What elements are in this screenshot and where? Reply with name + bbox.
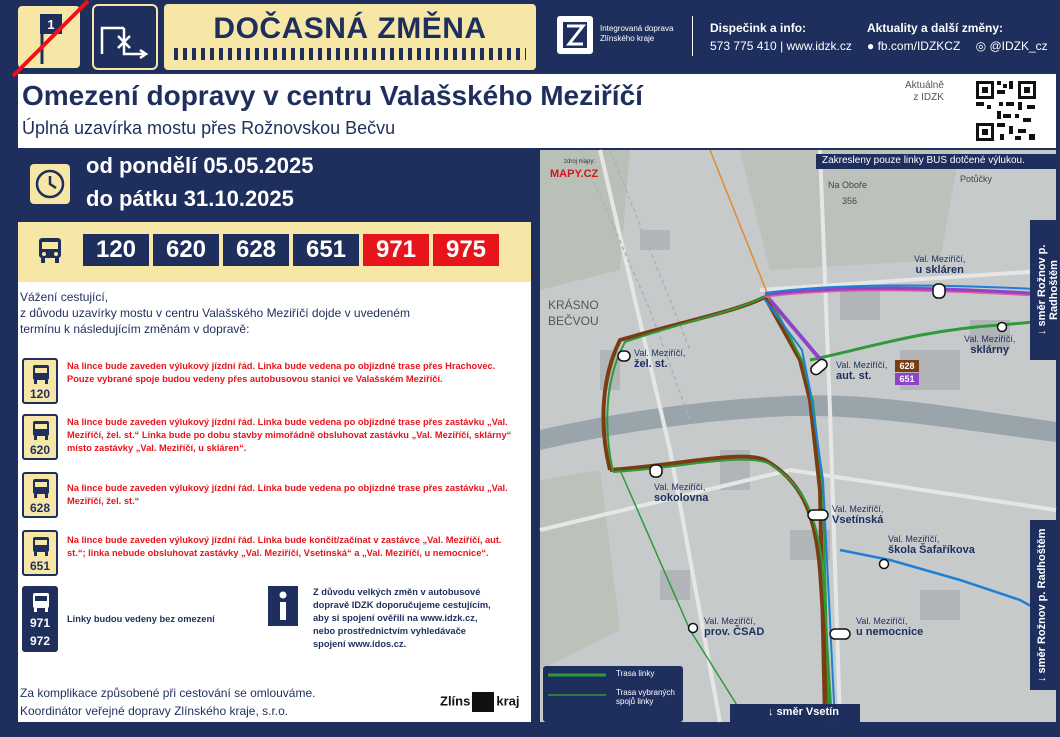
stop-prefix: Val. Meziříčí,	[836, 360, 888, 370]
stop-skola-safarikova	[888, 534, 975, 556]
stop-name: u nemocnice	[856, 626, 924, 638]
stop-prefix: Val. Meziříčí,	[856, 616, 908, 626]
legend-selected-line2: spojů linky	[616, 697, 654, 706]
stop-sokolovna	[654, 482, 708, 504]
place-356: 356	[842, 196, 858, 206]
dispatch-block	[710, 20, 852, 54]
line-628-icon	[22, 472, 58, 518]
line-972-number: 972	[29, 634, 51, 648]
bus-icon	[36, 236, 64, 266]
dispatch-info: 573 775 410 | www.idzk.cz	[710, 39, 852, 53]
info-line5[interactable]: spojení www.idos.cz.	[313, 639, 407, 649]
route-map[interactable]	[540, 150, 1060, 722]
clock-icon	[30, 164, 70, 204]
map-source-label: zdroj mapy:	[564, 159, 596, 165]
map-canvas	[540, 150, 1056, 722]
line-651-icon	[22, 530, 58, 576]
banner-title: DOČASNÁ ZMĚNA	[213, 12, 487, 45]
stop-name: prov. ČSAD	[704, 626, 765, 638]
info-line4: nebo prostřednictvím vyhledávače	[313, 626, 466, 636]
footer-apology: Za komplikace způsobené při cestování se omlouváme.	[20, 686, 316, 700]
stop-name: Vsetínská	[832, 514, 884, 526]
line-651-number: 651	[29, 559, 51, 573]
line-628-number: 628	[29, 501, 51, 515]
stop-prefix: Val. Meziříčí,	[888, 534, 940, 544]
line-badge-971: 971	[363, 234, 429, 266]
change-note-620: Na lince bude zaveden výlukový jízdní řád. Linka bude vedena po objízdné trase přes zastávku „Val. Meziříčí, žel. st.“ Linka bude po dobu stavby mimořádně obsluhovat zastávku „Val. Meziříčí, sklárny“ místo zastávky „Val. Meziříčí, u skláren“.	[67, 417, 512, 453]
info-line2: dopravě IDZK doporučujeme cestujícím,	[313, 600, 491, 610]
line-120-icon	[22, 358, 58, 404]
news-heading: Aktuality a další změny:	[867, 21, 1004, 35]
page-title: Omezení dopravy v centru Valašského Meziříčí	[22, 80, 643, 111]
facebook-link[interactable]: fb.com/IDZKCZ	[877, 39, 961, 53]
stop-u-nemocnice	[856, 616, 923, 638]
zlin-region-logo	[440, 692, 519, 716]
valid-to: do pátku 31.10.2025	[86, 186, 294, 211]
stop-name: u skláren	[915, 264, 964, 276]
qr-code-icon[interactable]	[973, 78, 1039, 144]
stop-sklárny	[964, 334, 1015, 356]
news-block	[867, 20, 1048, 54]
logo-mark-icon	[472, 692, 494, 712]
stop-prov-csad	[704, 616, 764, 638]
stop-vsetinska	[832, 504, 883, 526]
organization-name	[600, 24, 673, 44]
change-note-651: Na lince bude zaveden výlukový jízdní řád. Linka bude končit/začínat v zastávce „Val. Meziříčí, aut. st.“; linka nebude obsluhovat zastávky „Val. Meziříčí, Vsetínská“ a „Val. Meziříčí, u nemocnice“.	[67, 535, 502, 558]
direction-vsetin: ↓ směr Vsetín	[768, 706, 839, 718]
org-name-line2: Zlínského kraje	[600, 34, 655, 43]
intro-greeting: Vážení cestující,	[20, 290, 109, 304]
stop-u-skláren	[914, 254, 965, 276]
direction-roznov-bottom: ↓ směr Rožnov p. Radhoštěm	[1036, 528, 1048, 682]
svg-text:1: 1	[47, 17, 55, 32]
stop-prefix: Val. Meziříčí,	[832, 504, 884, 514]
intro-line1: z důvodu uzavírky mostu v centru Valašského Meziříčí dojde v uvedeném	[20, 306, 410, 320]
change-note-971: Linky budou vedeny bez omezení	[67, 614, 215, 624]
legend-selected-line1: Trasa vybraných	[616, 688, 675, 697]
change-note-628: Na lince bude zaveden výlukový jízdní řád. Linka bude vedena po objízdné trase přes zastávku „Val. Meziříčí, žel. st.“	[67, 483, 508, 506]
place-na-obore: Na Oboře	[828, 180, 868, 190]
line-620-number: 620	[29, 443, 51, 457]
place-potucky: Potůčky	[960, 174, 993, 184]
info-line1: Z důvodu velkých změn v autobusové	[313, 587, 481, 597]
qr-label-line1: Aktuálně	[905, 80, 944, 91]
stop-prefix: Val. Meziříčí,	[914, 254, 966, 264]
qr-label	[905, 80, 944, 104]
direction-roznov-top: ↓ směr Rožnov p. Radhoštěm	[1036, 244, 1060, 336]
stop-prefix: Val. Meziříčí,	[654, 482, 706, 492]
org-name-line1: Integrovaná doprava	[600, 24, 674, 33]
line-badge-628: 628	[223, 234, 289, 266]
stop-zel-st	[634, 348, 685, 370]
stop-prefix: Val. Meziříčí,	[634, 348, 686, 358]
temporary-change-banner	[164, 4, 536, 70]
stop-name: sklárny	[970, 344, 1009, 356]
header-divider	[692, 16, 693, 56]
line-badge-620: 620	[153, 234, 219, 266]
facebook-icon: ●	[867, 39, 875, 53]
autst-badge-651: 651	[899, 374, 915, 384]
line-120-number: 120	[29, 387, 51, 401]
place-krasno: KRÁSNO	[548, 298, 599, 312]
valid-from: od pondělí 05.05.2025	[86, 153, 314, 178]
banner-hatch	[174, 48, 526, 60]
stop-name: aut. st.	[836, 370, 872, 382]
place-becvou: BEČVOU	[548, 314, 599, 328]
legend-route: Trasa linky	[616, 669, 655, 678]
qr-label-line2: z IDZK	[913, 92, 944, 103]
line-badge-120: 120	[83, 234, 149, 266]
map-note: Zakresleny pouze linky BUS dotčené výlukou.	[822, 155, 1025, 166]
stop-aut-st	[836, 360, 887, 382]
stop-name: žel. st.	[634, 358, 668, 370]
page-subtitle: Úplná uzavírka mostu přes Rožnovskou Bečvu	[22, 118, 396, 138]
legend-selected	[616, 688, 675, 706]
line-badge-975: 975	[433, 234, 499, 266]
change-note-120: Na lince bude zaveden výlukový jízdní řád. Linka bude vedena po objízdné trase přes Hrachovec. Pouze vybrané spoje budou vedeny přes autobusovou stanici ve Valašském Meziříčí.	[67, 361, 496, 384]
stop-prefix: Val. Meziříčí,	[704, 616, 756, 626]
intro-line2: termínu k následujícím změnám v dopravě:	[20, 322, 250, 336]
line-620-icon	[22, 414, 58, 460]
stop-name: škola Šafaříkova	[888, 544, 975, 556]
info-line3[interactable]: aby si spojení ověřili na www.idzk.cz,	[313, 613, 478, 623]
dispatch-heading: Dispečink a info:	[710, 21, 807, 35]
logo-text-left: Zlíns	[440, 693, 471, 709]
stop-name: sokolovna	[654, 492, 709, 504]
validity-box	[18, 150, 531, 222]
autst-badge-628: 628	[899, 361, 915, 371]
detour-icon	[92, 4, 158, 70]
instagram-link[interactable]: @IDZK_cz	[989, 39, 1048, 53]
no-stop-sign-icon	[16, 4, 82, 70]
map-source-brand: MAPY.CZ	[550, 168, 599, 180]
idzk-logo-icon	[557, 16, 593, 54]
instagram-icon: ◎	[975, 39, 987, 53]
footer-coordinator: Koordinátor veřejné dopravy Zlínského kraje, s.r.o.	[20, 704, 289, 718]
stop-prefix: Val. Meziříčí,	[964, 334, 1016, 344]
line-971-972-icon	[22, 586, 58, 652]
logo-text-right: kraj	[496, 693, 520, 709]
info-box-text	[313, 586, 491, 651]
line-971-number: 971	[29, 616, 51, 630]
info-icon	[268, 586, 298, 626]
line-badge-651: 651	[293, 234, 359, 266]
